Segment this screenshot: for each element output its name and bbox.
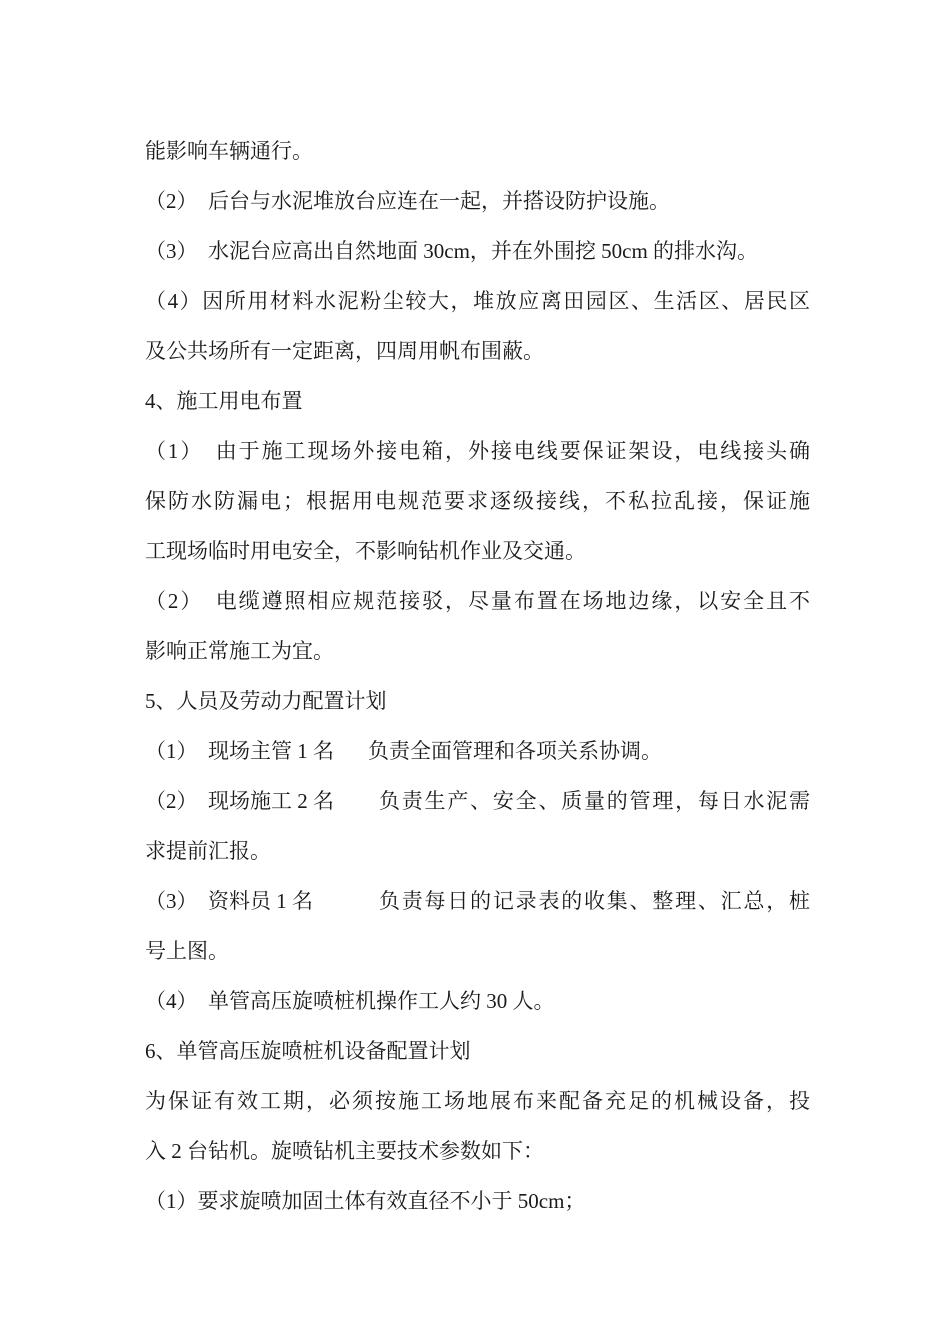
paragraph-line: 求提前汇报。 [145,839,271,863]
staff-row [145,738,810,764]
paragraph-line: （3） 水泥台应高出自然地面 30cm，并在外围挖 50cm 的排水沟。 [145,239,759,263]
staff-row [145,788,810,814]
paragraph-line: 及公共场所有一定距离，四周用帆布围蔽。 [145,339,544,363]
paragraph-line: 保防水防漏电；根据用电规范要求逐级接线，不私拉乱接，保证施 [145,489,810,513]
section-heading: 4、施工用电布置 [145,389,303,413]
paragraph-line: 能影响车辆通行。 [145,139,313,163]
staff-row [145,888,810,914]
paragraph-line: 入 2 台钻机。旋喷钻机主要技术参数如下： [145,1139,544,1163]
paragraph-line: （1）要求旋喷加固土体有效直径不小于 50cm； [145,1189,586,1213]
section-heading: 5、人员及劳动力配置计划 [145,689,387,713]
staff-duty: 负责全面管理和各项关系协调。 [368,739,662,763]
staff-duty: 负责生产、安全、质量的管理，每日水泥需 [379,789,810,813]
paragraph-line: 影响正常施工为宜。 [145,639,334,663]
paragraph-line: （2） 电缆遵照相应规范接驳，尽量布置在场地边缘，以安全且不 [145,589,810,613]
paragraph-line: （1） 由于施工现场外接电箱，外接电线要保证架设，电线接头确 [145,439,810,463]
staff-role: （3） 资料员 1 名 [145,889,313,913]
paragraph-line: （2） 后台与水泥堆放台应连在一起，并搭设防护设施。 [145,189,670,213]
paragraph-line: 工现场临时用电安全，不影响钻机作业及交通。 [145,539,586,563]
staff-role: （2） 现场施工 2 名 [145,789,334,813]
staff-duty: 负责每日的记录表的收集、整理、汇总，桩 [379,889,810,913]
paragraph-line: （4）因所用材料水泥粉尘较大，堆放应离田园区、生活区、居民区 [145,289,810,313]
staff-role: （1） 现场主管 1 名 [145,739,334,763]
paragraph-line: 号上图。 [145,939,229,963]
paragraph-line: 为保证有效工期，必须按施工场地展布来配备充足的机械设备，投 [145,1089,810,1113]
section-heading: 6、单管高压旋喷桩机设备配置计划 [145,1039,471,1063]
paragraph-line: （4） 单管高压旋喷桩机操作工人约 30 人。 [145,989,555,1013]
